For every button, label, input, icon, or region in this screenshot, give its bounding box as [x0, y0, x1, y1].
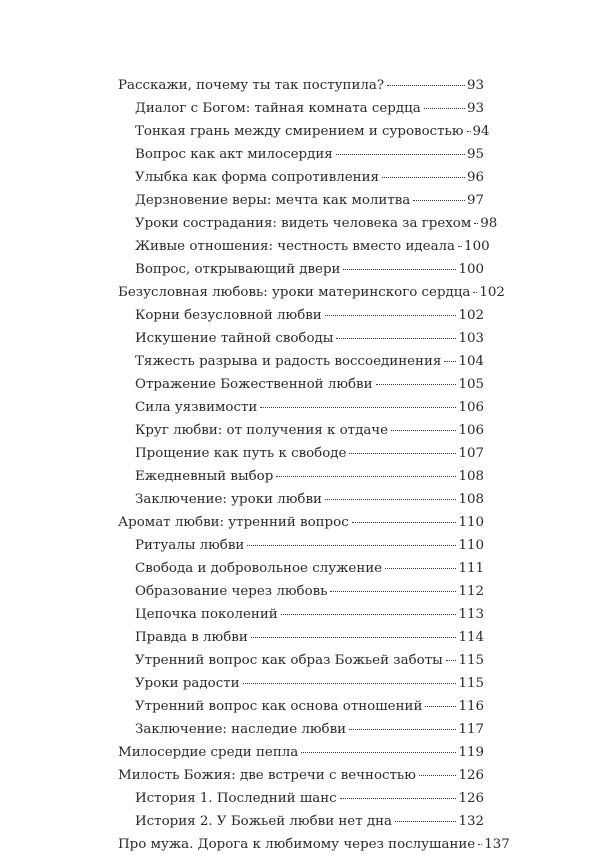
toc-entry-title: Прощение как путь к свободе [135, 446, 347, 461]
toc-subentry[interactable] [118, 718, 484, 741]
toc-entry-title: Утренний вопрос как образ Божьей заботы [135, 653, 443, 668]
dot-leader [444, 360, 456, 362]
dot-leader [467, 130, 471, 132]
dot-leader [395, 820, 456, 822]
dot-leader [382, 176, 465, 178]
toc-entry-title: Вопрос как акт милосердия [135, 147, 333, 162]
toc-entry-page-number: 110 [458, 538, 484, 553]
toc-entry-title: Милость Божия: две встречи с вечностью [118, 768, 416, 783]
dot-leader [446, 659, 457, 661]
toc-entry-page-number: 106 [458, 400, 484, 415]
dot-leader [349, 452, 456, 454]
toc-entry-title: Ритуалы любви [135, 538, 245, 553]
toc-subentry[interactable] [118, 672, 484, 695]
toc-subentry[interactable] [118, 97, 484, 120]
toc-entry-page-number: 115 [458, 676, 484, 691]
toc-entry-title: Про мужа. Дорога к любимому через послушание [118, 837, 476, 852]
toc-entry-title: Сила уязвимости [135, 400, 258, 415]
toc-entry-page-number: 108 [458, 469, 484, 484]
toc-entry[interactable] [118, 741, 484, 764]
dot-leader [343, 268, 456, 270]
dot-leader [424, 107, 465, 109]
toc-entry[interactable] [118, 281, 505, 304]
dot-leader [419, 774, 457, 776]
toc-entry-title: История 1. Последний шанс [135, 791, 337, 806]
dot-leader [391, 429, 456, 431]
toc-entry-page-number: 119 [458, 745, 484, 760]
toc-entry[interactable] [118, 511, 484, 534]
toc-entry-title: Цепочка поколений [135, 607, 278, 622]
table-of-contents [118, 74, 510, 856]
toc-subentry[interactable] [118, 810, 484, 833]
dot-leader [325, 314, 457, 316]
toc-entry[interactable] [118, 764, 484, 787]
toc-entry-page-number: 106 [458, 423, 484, 438]
toc-entry-title: Искушение тайной свободы [135, 331, 334, 346]
toc-entry-page-number: 105 [458, 377, 484, 392]
dot-leader [473, 291, 477, 293]
dot-leader [276, 475, 456, 477]
toc-entry-title: Правда в любви [135, 630, 248, 645]
toc-entry-page-number: 100 [458, 262, 484, 277]
toc-subentry[interactable] [118, 626, 484, 649]
dot-leader [260, 406, 456, 408]
toc-subentry[interactable] [118, 258, 484, 281]
toc-entry-page-number: 111 [458, 561, 484, 576]
toc-subentry[interactable] [118, 695, 484, 718]
dot-leader [340, 797, 457, 799]
toc-entry-page-number: 116 [458, 699, 484, 714]
toc-entry-title: Аромат любви: утренний вопрос [118, 515, 349, 530]
toc-entry-page-number: 107 [458, 446, 484, 461]
toc-entry-page-number: 94 [472, 124, 490, 139]
toc-subentry[interactable] [118, 488, 484, 511]
toc-entry-title: Утренний вопрос как основа отношений [135, 699, 423, 714]
toc-entry-title: Корни безусловной любви [135, 308, 322, 323]
toc-entry-page-number: 96 [466, 170, 484, 185]
toc-entry[interactable] [118, 74, 484, 97]
toc-entry-page-number: 132 [458, 814, 484, 829]
toc-entry-page-number: 115 [458, 653, 484, 668]
toc-entry-title: Безусловная любовь: уроки материнского сердца [118, 285, 471, 300]
toc-entry-page-number: 126 [458, 791, 484, 806]
toc-entry-title: Вопрос, открывающий двери [135, 262, 341, 277]
toc-subentry[interactable] [118, 212, 498, 235]
toc-entry-page-number: 126 [458, 768, 484, 783]
toc-entry-title: История 2. У Божьей любви нет дна [135, 814, 393, 829]
toc-entry-title: Милосердие среди пепла [118, 745, 299, 760]
toc-entry-page-number: 112 [458, 584, 484, 599]
toc-subentry[interactable] [118, 465, 484, 488]
toc-subentry[interactable] [118, 327, 484, 350]
toc-entry-title: Круг любви: от получения к отдаче [135, 423, 389, 438]
dot-leader [247, 544, 456, 546]
dot-leader [474, 222, 478, 224]
toc-entry-title: Уроки радости [135, 676, 240, 691]
toc-entry-title: Улыбка как форма сопротивления [135, 170, 379, 185]
toc-entry-page-number: 104 [458, 354, 484, 369]
dot-leader [243, 682, 457, 684]
toc-entry-title: Диалог с Богом: тайная комната сердца [135, 101, 421, 116]
toc-subentry[interactable] [118, 419, 484, 442]
dot-leader [281, 613, 457, 615]
toc-entry-page-number: 117 [458, 722, 484, 737]
toc-entry-title: Живые отношения: честность вместо идеала [135, 239, 456, 254]
dot-leader [376, 383, 457, 385]
toc-entry-title: Уроки сострадания: видеть человека за грехом [135, 216, 472, 231]
toc-entry-title: Отражение Божественной любви [135, 377, 373, 392]
dot-leader [349, 728, 456, 730]
toc-entry-title: Тонкая грань между смирением и суровостью [135, 124, 464, 139]
toc-subentry[interactable] [118, 235, 490, 258]
toc-entry-page-number: 103 [458, 331, 484, 346]
dot-leader [352, 521, 457, 523]
toc-entry-page-number: 114 [458, 630, 484, 645]
toc-entry-page-number: 98 [480, 216, 498, 231]
dot-leader [385, 567, 456, 569]
toc-subentry[interactable] [118, 143, 484, 166]
toc-subentry[interactable] [118, 557, 484, 580]
toc-subentry[interactable] [118, 120, 490, 143]
dot-leader [478, 843, 482, 845]
toc-subentry[interactable] [118, 350, 484, 373]
toc-entry-page-number: 113 [458, 607, 484, 622]
toc-entry-page-number: 93 [466, 101, 484, 116]
dot-leader [325, 498, 457, 500]
toc-subentry[interactable] [118, 580, 484, 603]
toc-entry-page-number: 97 [466, 193, 484, 208]
toc-subentry[interactable] [118, 304, 484, 327]
toc-entry-page-number: 108 [458, 492, 484, 507]
toc-subentry[interactable] [118, 442, 484, 465]
dot-leader [251, 636, 457, 638]
toc-entry-page-number: 102 [458, 308, 484, 323]
toc-entry-page-number: 137 [484, 837, 510, 852]
toc-entry-page-number: 102 [479, 285, 505, 300]
dot-leader [413, 199, 465, 201]
toc-entry-page-number: 95 [466, 147, 484, 162]
toc-subentry[interactable] [118, 189, 484, 212]
toc-entry-page-number: 100 [464, 239, 490, 254]
toc-subentry[interactable] [118, 649, 484, 672]
toc-subentry[interactable] [118, 373, 484, 396]
toc-entry-title: Тяжесть разрыва и радость воссоединения [135, 354, 442, 369]
toc-subentry[interactable] [118, 787, 484, 810]
toc-subentry[interactable] [118, 396, 484, 419]
toc-entry-title: Расскажи, почему ты так поступила? [118, 78, 385, 93]
dot-leader [425, 705, 456, 707]
dot-leader [458, 245, 462, 247]
dot-leader [301, 751, 456, 753]
toc-entry-title: Образование через любовь [135, 584, 328, 599]
toc-entry[interactable] [118, 833, 510, 856]
toc-entry-page-number: 93 [466, 78, 484, 93]
toc-subentry[interactable] [118, 166, 484, 189]
dot-leader [336, 337, 456, 339]
toc-subentry[interactable] [118, 603, 484, 626]
toc-entry-title: Заключение: наследие любви [135, 722, 347, 737]
toc-entry-title: Свобода и добровольное служение [135, 561, 383, 576]
dot-leader [387, 84, 465, 86]
toc-entry-title: Ежедневный выбор [135, 469, 274, 484]
dot-leader [336, 153, 465, 155]
toc-entry-title: Заключение: уроки любви [135, 492, 322, 507]
dot-leader [330, 590, 456, 592]
toc-entry-page-number: 110 [458, 515, 484, 530]
toc-entry-title: Дерзновение веры: мечта как молитва [135, 193, 411, 208]
toc-subentry[interactable] [118, 534, 484, 557]
